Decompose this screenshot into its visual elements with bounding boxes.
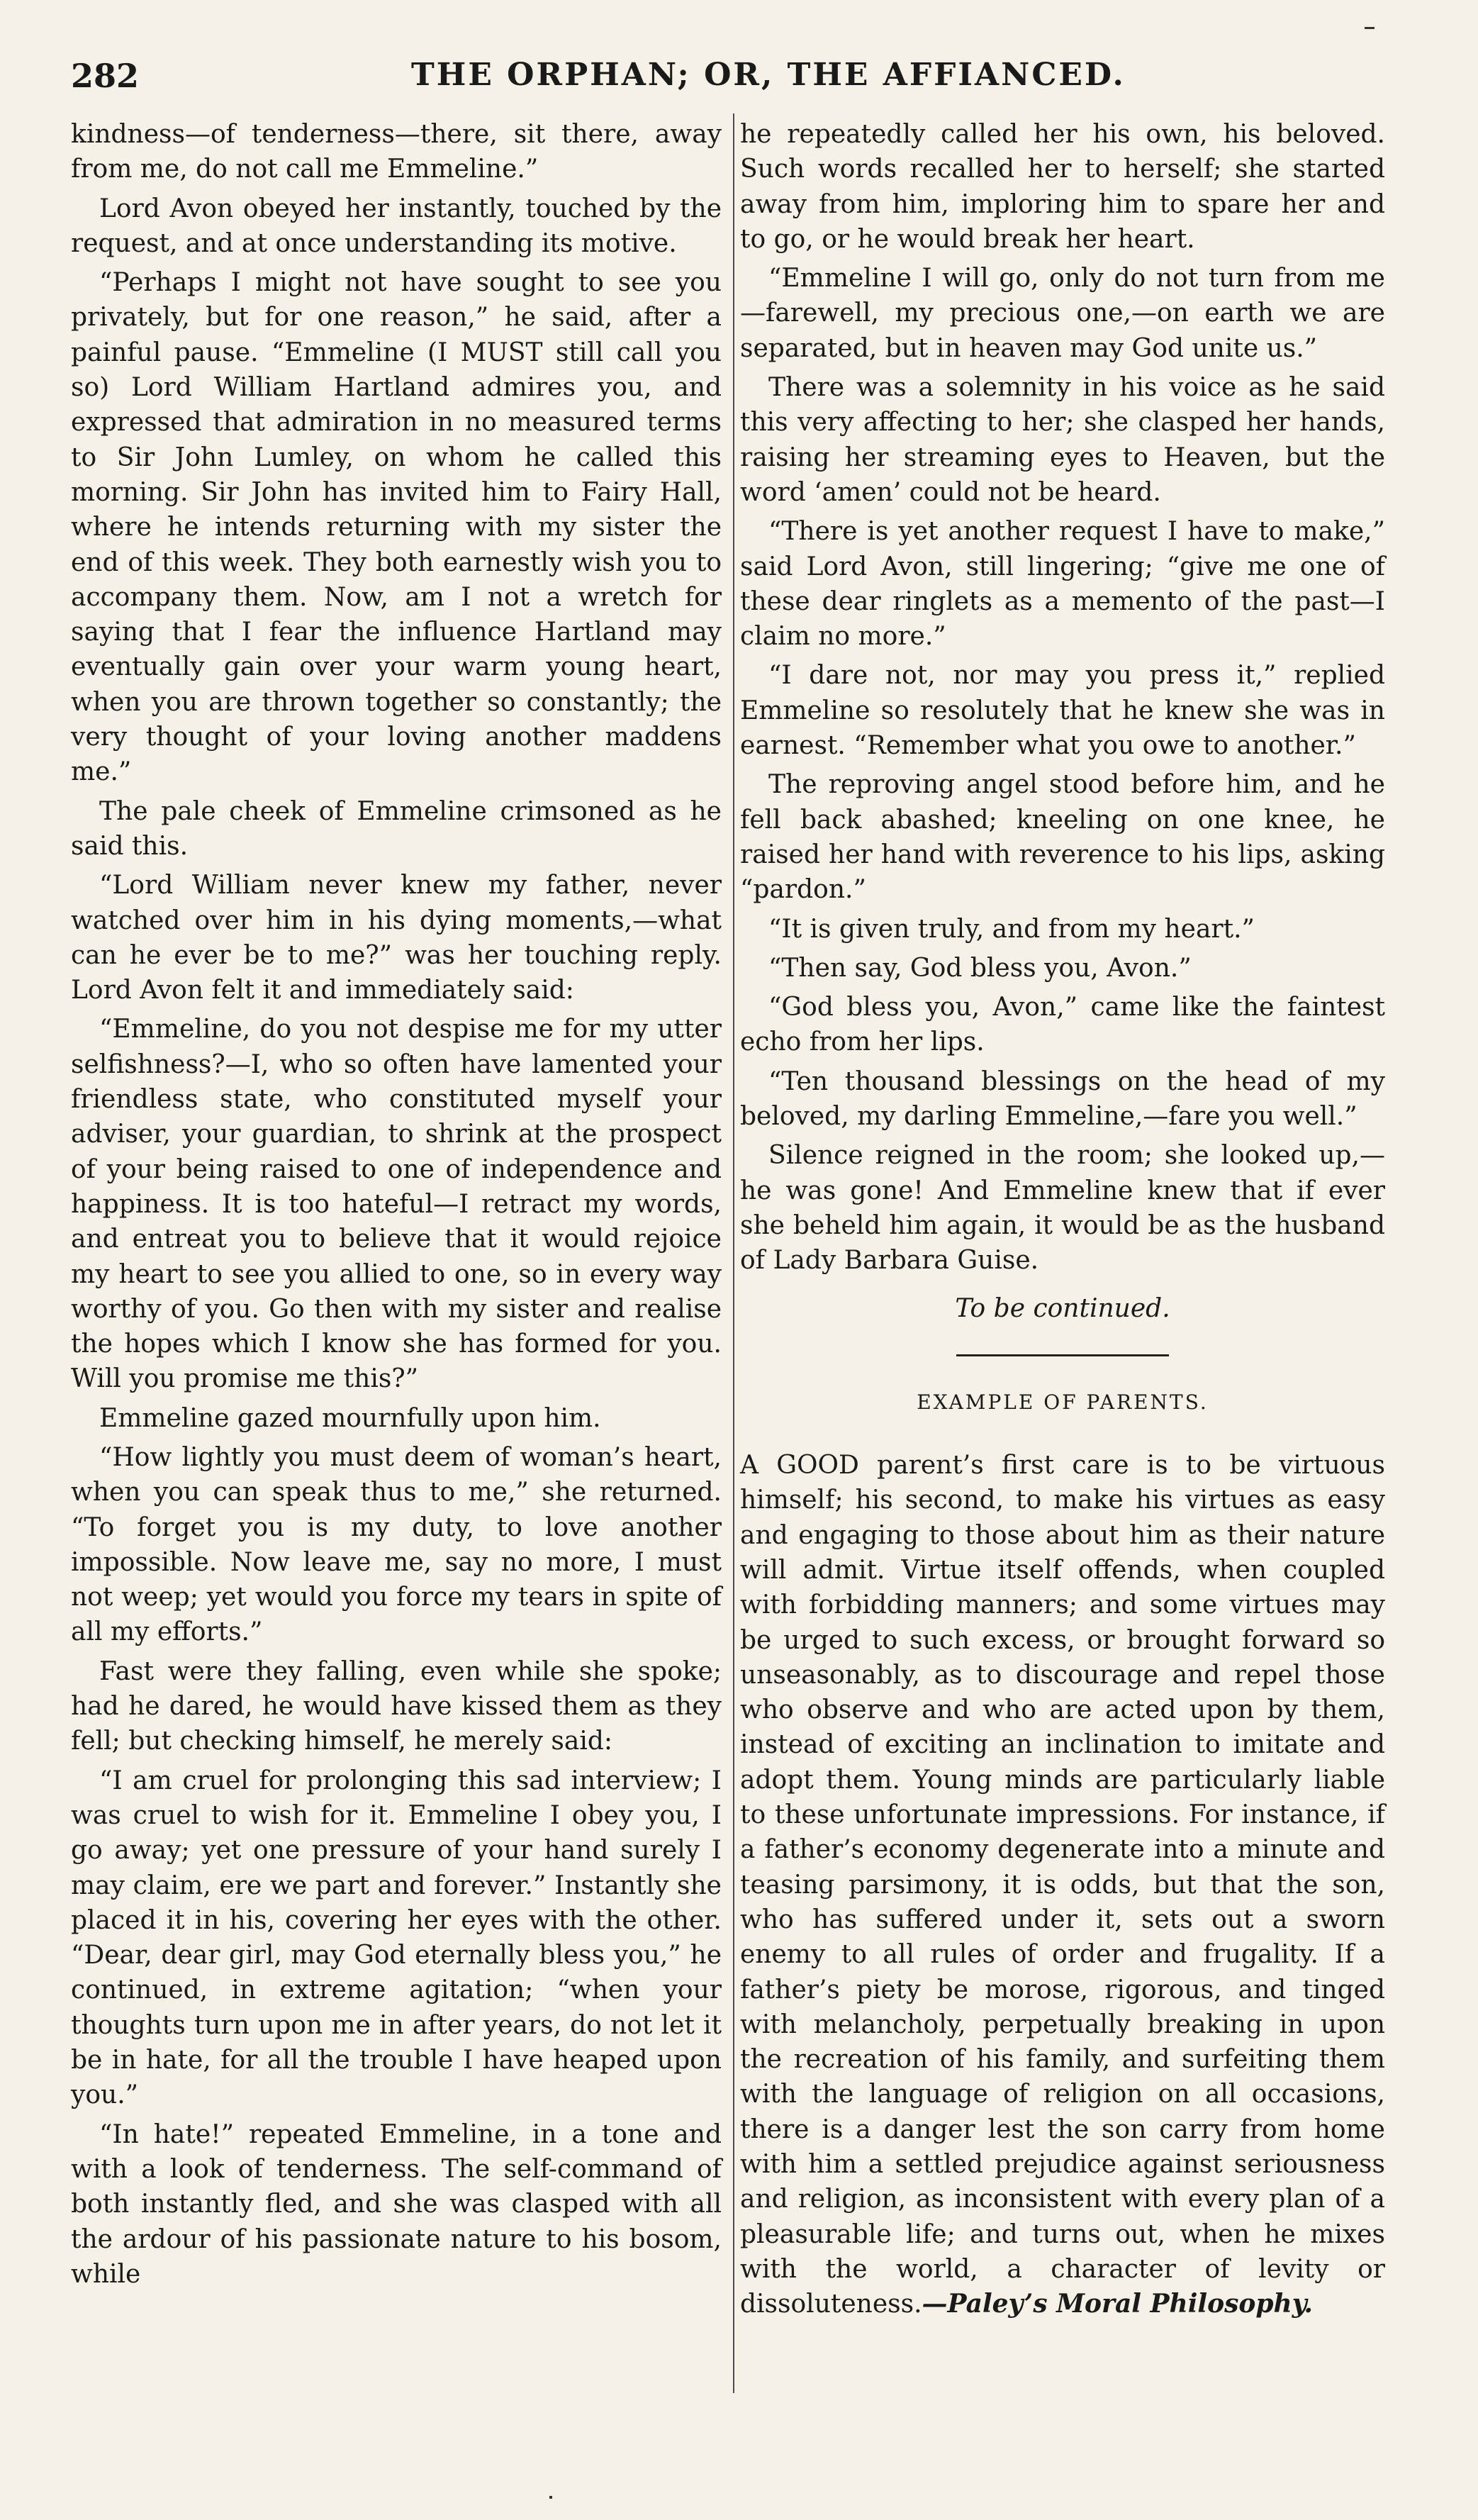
paragraph: “Emmeline I will go, only do not turn from me—farewell, my precious one,—on earth we are separated, but in heaven may God unite us.” [740, 264, 1385, 363]
paragraph: “Perhaps I might not have sought to see you privately, but for one reason,” he said, after a painful pause. “Emmeline (I MUST still call you so) Lord William Hartland admires you, and expressed that admiration in no measured terms to Sir John Lumley, on whom he called this morning. Sir John has invited him to Fairy Hall, where he intends returning with my sister the end of this week. They both earnestly wish you to accompany them. Now, am I not a wretch for saying that I fear the influence Hartland may eventually gain over your warm young heart, when you are thrown together so constantly; the very thought of your loving another maddens me.” [71, 268, 722, 787]
section-separator [956, 1354, 1169, 1356]
paragraph: “Then say, God bless you, Avon.” [768, 953, 1192, 983]
page-header [71, 43, 1404, 106]
section-heading: EXAMPLE OF PARENTS. [917, 1390, 1209, 1414]
page-mark [549, 2496, 552, 2499]
paragraph: The reproving angel stood before him, and he fell back abashed; kneeling on one knee, he raised her hand with reverence to his lips, asking “pardon.” [740, 770, 1385, 905]
paragraph: Lord Avon obeyed her instantly, touched by the request, and at once understanding its motive. [71, 194, 722, 258]
paragraph: “God bless you, Avon,” came like the faintest echo from her lips. [740, 993, 1385, 1057]
running-title: THE ORPHAN; OR, THE AFFIANCED. [411, 57, 1126, 93]
paragraph: The pale cheek of Emmeline crimsoned as he said this. [71, 796, 722, 861]
source-citation: —Paley’s Moral Philosophy. [922, 2289, 1314, 2319]
paragraph: Silence reigned in the room; she looked up,—he was gone! And Emmeline knew that if ever she beheld him again, it would be as the husband of Lady Barbara Guise. [740, 1141, 1385, 1276]
paragraph: he repeatedly called her his own, his beloved. Such words recalled her to herself; she started away from him, imploring him to spare her and to go, or he would break her heart. [740, 120, 1385, 254]
paragraph: “Lord William never knew my father, never watched over him in his dying moments,—what can he ever be to me?” was her touching reply. Lord Avon felt it and immediately said: [71, 871, 722, 1005]
paragraph: “How lightly you must deem of woman’s heart, when you can speak thus to me,” she returned. “To forget you is my duty, to love another impossible. Now leave me, say no more, I must not weep; yet would you force my tears in spite of all my efforts.” [71, 1442, 722, 1647]
paragraph: “It is given truly, and from my heart.” [768, 914, 1255, 944]
page-mark [1365, 27, 1375, 29]
paragraph: There was a solemnity in his voice as he said this very affecting to her; she clasped her hands, raising her streaming eyes to Heaven, but the word ‘amen’ could not be heard. [740, 373, 1385, 507]
left-column [71, 117, 722, 2296]
paragraph: “Ten thousand blessings on the head of my beloved, my darling Emmeline,—fare you well.” [740, 1066, 1385, 1132]
paragraph: Fast were they falling, even while she spoke; had he dared, he would have kissed them as they fell; but checking himself, he merely said: [71, 1656, 722, 1756]
paragraph: “In hate!” repeated Emmeline, in a tone and with a look of tenderness. The self-command of both instantly fled, and she was clasped with all the ardour of his passionate nature to his bosom, while [71, 2119, 722, 2289]
paragraph: “Emmeline, do you not despise me for my utter selfishness?—I, who so often have lamented your friendless state, who constituted myself your adviser, your guardian, to shrink at the prospect of your being raised to one of independence and happiness. It is too hateful—I retract my words, and entreat you to believe that it would rejoice my heart to see you allied to one, so in every way worthy of you. Go then with my sister and realise the hopes which I know she has formed for you. Will you promise me this?” [71, 1015, 722, 1394]
section-text: A GOOD parent’s first care is to be virtuous himself; his second, to make his virtues as easy and engaging to those about him as their nature will admit. Virtue itself offends, when coupled with forbidding manners; and some virtues may be urged to such excess, or brought forward so unseasonably, as to discourage and repel those who observe and who are acted upon by them, instead of exciting an inclination to imitate and adopt them. Young minds are particularly liable to these unfortunate impressions. For instance, if a father’s economy degenerate into a minute and teasing parsimony, it is odds, but that the son, who has suffered under it, sets out a sworn enemy to all rules of order and frugality. If a father’s piety be morose, rigorous, and tinged with melancholy, perpetually breaking in upon the recreation of his family, and surfeiting them with the language of religion on all occasions, there is a danger lest the son carry from home with him a settled prejudice against seriousness and religion, as inconsistent with every plan of a pleasurable life; and turns out, when he mixes with the world, a character of levity or dissoluteness. [740, 1451, 1385, 2319]
paragraph: “There is yet another request I have to make,” said Lord Avon, still lingering; “give me one of these dear ringlets as a memento of the past—I claim no more.” [740, 517, 1385, 652]
column-divider [733, 113, 734, 2393]
to-be-continued: To be continued. [955, 1293, 1170, 1323]
page-number: 282 [71, 57, 140, 95]
paragraph: Emmeline gazed mournfully upon him. [99, 1403, 601, 1433]
paragraph: kindness—of tenderness—there, sit there, away from me, do not call me Emmeline.” [71, 120, 722, 184]
paragraph: “I dare not, nor may you press it,” replied Emmeline so resolutely that he knew she was in earnest. “Remember what you owe to another.” [740, 661, 1385, 761]
paragraph: “I am cruel for prolonging this sad interview; I was cruel to wish for it. Emmeline I obey you, I go away; yet one pressure of your hand surely I may claim, ere we part and forever.” Instantly she placed it in his, covering her eyes with the other. “Dear, dear girl, may God eternally bless you,” he continued, in extreme agitation; “when your thoughts turn upon me in after years, do not let it be in hate, for all the trouble I have heaped upon you.” [71, 1766, 722, 2110]
section-paragraph [740, 1448, 1385, 2321]
right-column [740, 117, 1385, 2326]
